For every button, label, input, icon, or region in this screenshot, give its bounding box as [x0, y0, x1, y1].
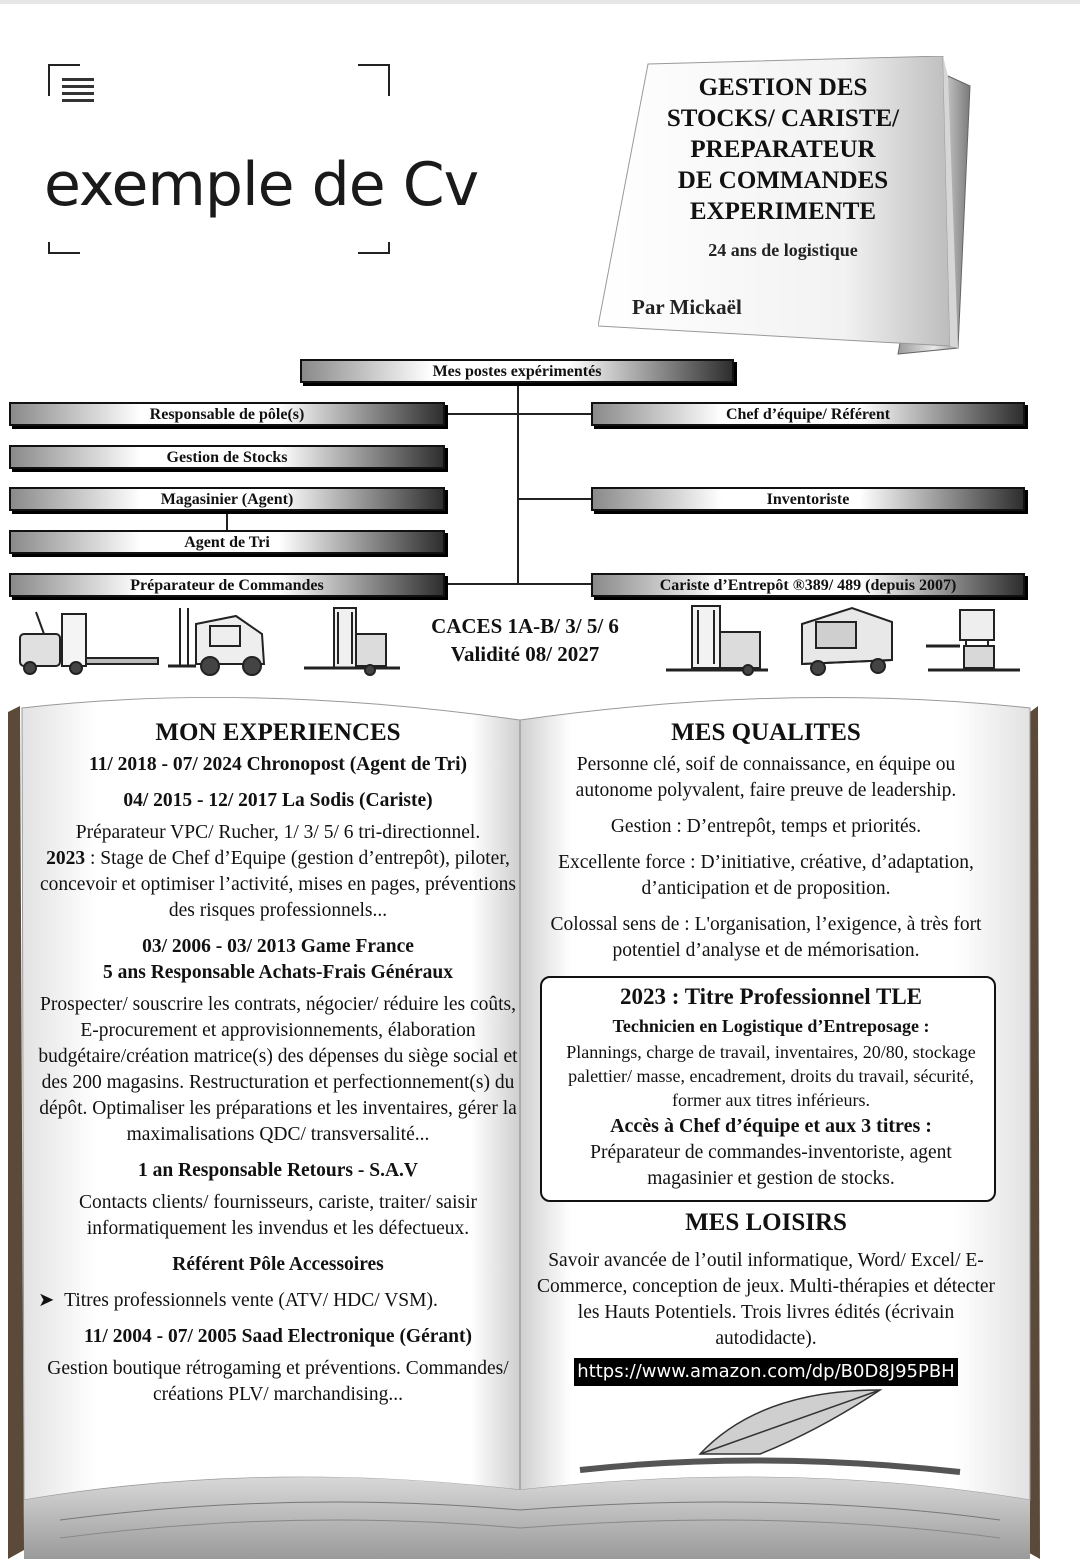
- chart-left-box: Magasinier (Agent): [9, 487, 445, 511]
- experiences-heading: MON EXPERIENCES: [155, 719, 401, 746]
- job-title: 11/ 2018 - 07/ 2024 Chronopost (Agent de Tri): [88, 754, 468, 775]
- chart-root-box: Mes postes expérimentés: [300, 359, 734, 383]
- job-description: Gestion boutique rétrogaming et préventions. Commandes/ créations PLV/ marchandising...: [47, 1358, 509, 1405]
- quality-item: Excellente force : D’initiative, créative, d’adaptation, d’anticipation et de proposition.: [558, 852, 974, 899]
- loisirs-heading: MES LOISIRS: [685, 1209, 847, 1236]
- job-title: 11/ 2004 - 07/ 2005 Saad Electronique (Gérant): [83, 1326, 472, 1347]
- trilateral-truck-icon: [792, 604, 902, 678]
- chart-branch-line: [444, 413, 592, 415]
- quality-item: Colossal sens de : L'organisation, l’exigence, à très fort potentiel d’analyse et de mémorisation.: [550, 914, 982, 961]
- chart-right-box: Cariste d’Entrepôt ®389/ 489 (depuis 2007): [591, 573, 1025, 597]
- job-title: 04/ 2015 - 12/ 2017 La Sodis (Cariste): [123, 790, 433, 811]
- amazon-link[interactable]: https://www.amazon.com/dp/B0D8J95PBH: [574, 1358, 957, 1386]
- qualites-heading: MES QUALITES: [671, 719, 861, 746]
- caces-info: CACES 1A-B/ 3/ 5/ 6 Validité 08/ 2027: [431, 614, 619, 666]
- reach-truck-icon: [662, 604, 772, 678]
- stacker-icon: [300, 604, 404, 678]
- menu-icon: [62, 78, 94, 104]
- cv-subtitle: 24 ans de logistique: [708, 240, 858, 260]
- logo-text: exemple de Cv: [44, 150, 479, 220]
- titre-scroll: [540, 976, 996, 1202]
- job-description: Prospecter/ souscrire les contrats, négocier/ réduire les coûts, E-procurement et approvisionnements, élaboration budgétaire/création matrice(s) des dépenses du siège social et des 200 magasins. Restructuration et perfectionnement(s) du dépôt. Optimaliser les préparations et les inventaires, gérer la maximalisations QDC/ transversalité...: [38, 994, 518, 1145]
- cv-title: GESTION DES STOCKS/ CARISTE/ PREPARATEUR DE COMMANDES EXPERIMENTE: [666, 74, 900, 225]
- titre-text: Préparateur de commandes-inventoriste, agent magasinier et gestion de stocks.: [590, 1142, 952, 1189]
- top-divider: [0, 0, 1080, 4]
- chart-left-box: Gestion de Stocks: [9, 445, 445, 469]
- job-title: 1 an Responsable Retours - S.A.V: [137, 1160, 419, 1181]
- job-title: 03/ 2006 - 03/ 2013 Game France: [142, 936, 414, 957]
- titre-subheading: Technicien en Logistique d’Entreposage :: [612, 1016, 930, 1036]
- forklift-icon: [166, 604, 276, 678]
- chart-left-box: Préparateur de Commandes: [9, 573, 445, 597]
- chart-right-box: Chef d’équipe/ Référent: [591, 402, 1025, 426]
- bullet-item: ➤ Titres professionnels vente (ATV/ HDC/ VSM).: [38, 1290, 438, 1311]
- chart-left-box: Responsable de pôle(s): [9, 402, 445, 426]
- titre-text: Plannings, charge de travail, inventaires, 20/80, stockage palettier/ masse, encadrement, droits du travail, sécurité, former aux titres inférieurs.: [566, 1042, 976, 1110]
- pallet-truck-icon: [14, 606, 162, 678]
- author-name: Par Mickaël: [632, 295, 742, 319]
- job-title: Référent Pôle Accessoires: [172, 1254, 384, 1275]
- chart-left-box: Agent de Tri: [9, 530, 445, 554]
- job-description: Préparateur VPC/ Rucher, 1/ 3/ 5/ 6 tri-directionnel.: [75, 822, 481, 843]
- chart-sub-line: [226, 512, 228, 530]
- chart-branch-line: [517, 498, 592, 500]
- chart-right-box: Inventoriste: [591, 487, 1025, 511]
- quality-item: Gestion : D’entrepôt, temps et priorités.: [610, 816, 922, 837]
- loisirs-text: Savoir avancée de l’outil informatique, Word/ Excel/ E-Commerce, conception de jeux. Multi-thérapies et détecter les Hauts Potentiels. Trois livres édités (écrivain autodidacte).: [536, 1250, 996, 1349]
- titre-heading: 2023 : Titre Professionnel TLE: [619, 984, 922, 1009]
- job-description: 2023 : Stage de Chef d’Equipe (gestion d’entrepôt), piloter, concevoir et optimiser l’activité, mises en pages, préventions des risques professionnels...: [40, 848, 516, 921]
- quality-item: Personne clé, soif de connaissance, en équipe ou autonome polyvalent, faire preuve de leadership.: [575, 754, 957, 801]
- arrow-bullet-icon: ➤: [38, 1290, 65, 1311]
- job-subtitle: 5 ans Responsable Achats-Frais Généraux: [103, 962, 453, 983]
- qualites-section: [536, 716, 996, 1386]
- titre-subheading: Accès à Chef d’équipe et aux 3 titres :: [610, 1115, 932, 1137]
- experiences-section: [36, 716, 520, 1408]
- job-description: Contacts clients/ fournisseurs, cariste, traiter/ saisir informatiquement les invendus et les défectueux.: [78, 1192, 478, 1239]
- chart-branch-line: [444, 583, 592, 585]
- order-picker-icon: [924, 606, 1024, 678]
